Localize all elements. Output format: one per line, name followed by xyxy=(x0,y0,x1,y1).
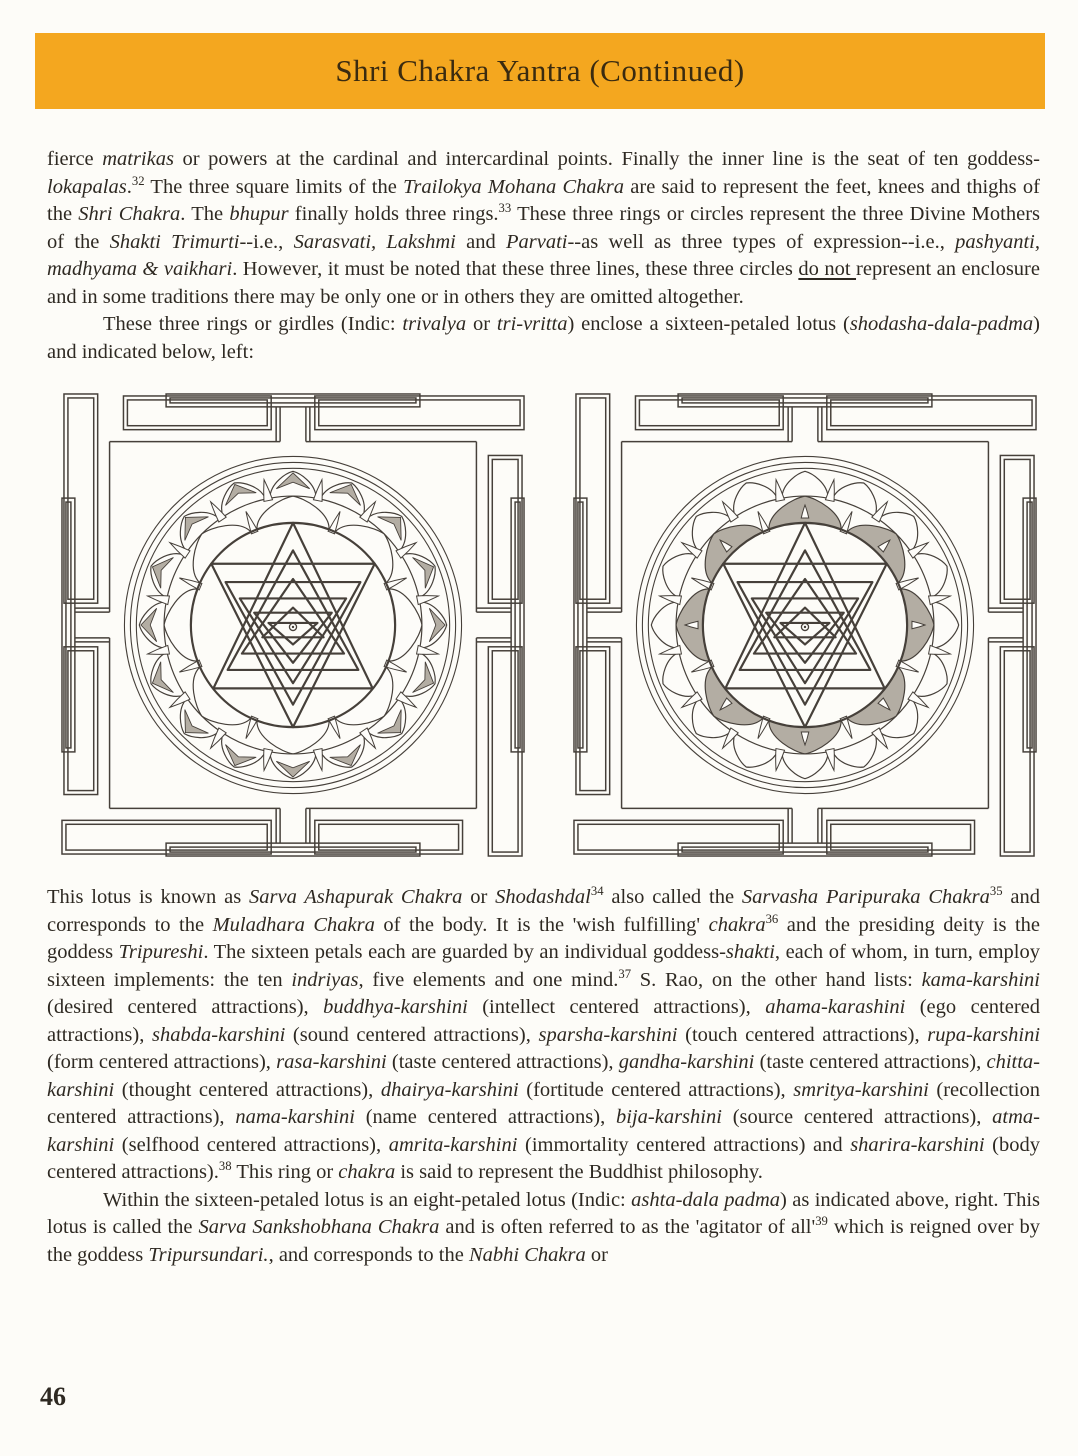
paragraph-girdles: These three rings or girdles (Indic: trivalya or tri-vritta) enclose a sixteen-petaled lotus (shodasha-dala-padma) and indicated below, left: xyxy=(47,313,1040,363)
triangle-circle xyxy=(191,523,395,727)
sri-yantra-diagram-left xyxy=(60,392,526,858)
page-number: 46 xyxy=(40,1382,66,1411)
paragraph-continuation: fierce matrikas or powers at the cardinal and intercardinal points. Finally the inner line is the seat of ten goddess-lokapalas.$^{32}$ The three square limits of the Trailokya Mohana Chakra are said to represent the feet, knees and thighs of the Shri Chakra. The bhupur finally holds three rings.$^{33}$ These three rings or circles represent the three Divine Mothers of the Shakti Trimurti--i.e., Sarasvati, Lakshmi and Parvati--as well as three types of expression--i.e., pashyanti, madhyama & vaikhari. However, it must be noted that these three lines, these three circles do not represent an enclosure and in some traditions there may be only one or in others they are omitted altogether. xyxy=(47,148,1041,308)
page-content xyxy=(47,146,1040,1269)
bindu-dot xyxy=(289,623,296,630)
yantra-triangles xyxy=(211,523,374,727)
bindu-dot xyxy=(801,623,808,630)
eight-petal-lotus xyxy=(676,496,934,754)
yantra-triangles xyxy=(723,523,886,727)
bhupur-border xyxy=(62,394,524,856)
eight-petal-lotus xyxy=(164,496,422,754)
sri-yantra-diagram-right xyxy=(572,392,1038,858)
bhupur-border xyxy=(574,394,1036,856)
section-header-banner xyxy=(35,33,1045,109)
section-title: Shri Chakra Yantra (Continued) xyxy=(335,53,745,88)
yantra-figures xyxy=(47,392,1040,858)
paragraph-eight-petal: Within the sixteen-petaled lotus is an eight-petaled lotus (Indic: ashta-dala padma) as indicated above, right. This lotus is called the Sarva Sankshobhana Chakra and is often referred to as the 'agitator of $all'^{39}$ which is reigned over by the goddess Tripursundari., and corresponds to the Nabhi Chakra or xyxy=(47,1188,1041,1266)
paragraph-lotus-description: This lotus is known as Sarva Ashapurak Chakra or Shodashdal$^{34}$ also called the Sarvasha Paripuraka Chakra$^{35}$ and corresponds to the Muladhara Chakra of the body. It is the 'wish fulfilling' chakra$^{36}$ and the presiding deity is the goddess Tripureshi. The sixteen petals each are guarded by an individual goddess-shakti, each of whom, in turn, employ sixteen implements: the ten indriyas, five elements and one mind.$^{37}$ S. Rao, on the other hand lists: kama-karshini (desired centered attractions), buddhya-karshini (intellect centered attractions), ahama-karashini (ego centered attractions), shabda-karshini (sound centered attractions), sparsha-karshini (touch centered attractions), rupa-karshini (form centered attractions), rasa-karshini (taste centered attractions), gandha-karshini (taste centered attractions), chitta-karshini (thought centered attractions), dhairya-karshini (fortitude centered attractions), smritya-karshini (recollection centered attractions), nama-karshini (name centered attractions), bija-karshini (source centered attractions), atma-karshini (selfhood centered attractions), amrita-karshini (immortality centered attractions) and sharira-karshini (body centered attractions).$^{38}$ This ring or chakra is said to represent the Buddhist philosophy. xyxy=(47,884,1041,1183)
triangle-circle xyxy=(703,523,907,727)
